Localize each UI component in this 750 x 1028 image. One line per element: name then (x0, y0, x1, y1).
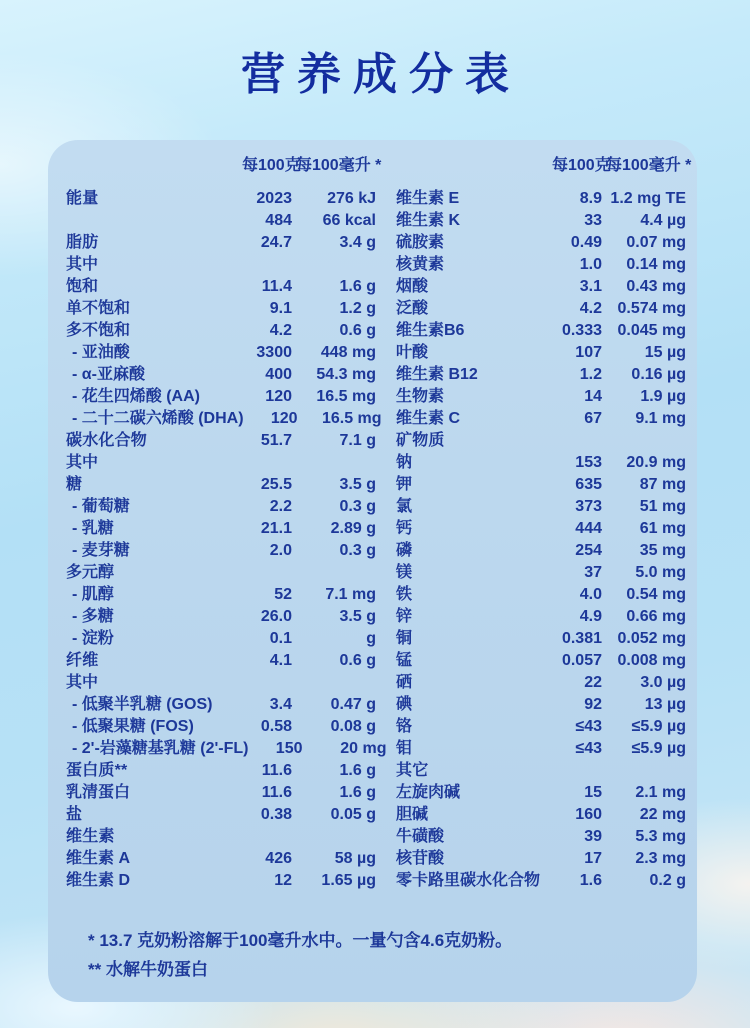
per-100ml-value: g (366, 630, 376, 647)
nutrient-label: 能量 (66, 190, 99, 207)
table-row (396, 232, 686, 254)
table-row (66, 386, 376, 408)
column-header-spacer (396, 154, 548, 178)
table-row (396, 782, 686, 804)
per-100g-value: 3.4 (269, 696, 292, 713)
table-row (396, 210, 686, 232)
table-row (66, 364, 376, 386)
nutrient-label: 钼 (396, 740, 413, 757)
nutrient-label: 维生素 D (66, 872, 131, 889)
per-100ml-value: 5.0 mg (635, 564, 686, 581)
per-100g-value: 4.2 (579, 300, 602, 317)
table-row (66, 408, 382, 430)
per-100ml-value: 54.3 mg (316, 366, 376, 383)
table-row (66, 738, 387, 760)
table-row (396, 738, 686, 760)
table-row (66, 848, 376, 870)
table-row (66, 584, 376, 606)
table-row (66, 342, 376, 364)
table-row (66, 430, 376, 452)
per-100g-value: 33 (584, 212, 602, 229)
table-row (396, 342, 686, 364)
nutrient-label: 矿物质 (396, 432, 445, 449)
table-row (396, 606, 686, 628)
per-100g-value: 39 (584, 828, 602, 845)
table-row (396, 584, 686, 606)
nutrient-label: 多不饱和 (66, 322, 131, 339)
table-row (396, 848, 686, 870)
per-100g-value: 4.0 (579, 586, 602, 603)
nutrient-label: 烟酸 (396, 278, 429, 295)
nutrient-label: 饱和 (66, 278, 99, 295)
nutrient-label: 铜 (396, 630, 413, 647)
title-bar (0, 0, 750, 140)
per-100g-value: 2023 (256, 190, 292, 207)
per-100g-value: 92 (584, 696, 602, 713)
nutrient-label: 磷 (396, 542, 413, 559)
per-100g-value: 17 (584, 850, 602, 867)
per-100g-value: 9.1 (269, 300, 292, 317)
per-100ml-value: 2.89 g (330, 520, 376, 537)
per-100g-value: 25.5 (260, 476, 292, 493)
table-row (396, 716, 686, 738)
column-header-spacer (66, 154, 238, 178)
nutrient-label: 核黄素 (396, 256, 445, 273)
per-100g-value: 3.1 (579, 278, 602, 295)
footnote-dilution: * 13.7 克奶粉溶解于100毫升水中。一量勺含4.6克奶粉。 (88, 931, 513, 950)
per-100g-value (242, 562, 292, 584)
per-100g-value (242, 254, 292, 276)
per-100ml-value: 0.574 mg (617, 300, 686, 317)
per-100ml-value: 0.045 mg (617, 322, 686, 339)
per-100g-value: 3300 (256, 344, 292, 361)
per-100g-value (242, 826, 292, 848)
nutrient-label: 乳清蛋白 (66, 784, 131, 801)
per-100g-value: 21.1 (260, 520, 292, 537)
table-row (66, 496, 376, 518)
nutrient-label: 蛋白质** (66, 762, 128, 779)
table-row (66, 452, 376, 474)
per-100ml-value: 0.3 g (339, 542, 376, 559)
table-row (396, 408, 686, 430)
per-100g-value: 2.2 (269, 498, 292, 515)
per-100ml-value: 5.3 mg (635, 828, 686, 845)
nutrient-label: 维生素B6 (396, 322, 465, 339)
per-100ml-value: 1.2 mg TE (610, 190, 686, 207)
nutrient-label: - 低聚半乳糖 (GOS) (72, 696, 213, 713)
nutrient-label (66, 210, 238, 232)
per-100ml-value (296, 254, 376, 276)
per-100ml-value: 0.6 g (339, 322, 376, 339)
table-row (66, 562, 376, 584)
column-header-per-100ml: 每100毫升 * (296, 157, 382, 174)
per-100ml-value: 0.05 g (330, 806, 376, 823)
per-100ml-value: 1.6 g (339, 278, 376, 295)
nutrient-label: 锌 (396, 608, 413, 625)
table-row (396, 188, 686, 210)
table-row (396, 672, 686, 694)
nutrition-rows-right (396, 188, 686, 892)
per-100ml-value: 22 mg (639, 806, 686, 823)
nutrient-label: 钠 (396, 454, 413, 471)
per-100ml-value: 0.08 g (330, 718, 376, 735)
table-row (396, 650, 686, 672)
table-row (66, 672, 376, 694)
table-row (396, 826, 686, 848)
per-100ml-value: 9.1 mg (635, 410, 686, 427)
nutrient-label: 胆碱 (396, 806, 429, 823)
per-100g-value: 14 (584, 388, 602, 405)
per-100g-value: 0.38 (260, 806, 292, 823)
nutrient-label: 叶酸 (396, 344, 429, 361)
nutrient-label: - 葡萄糖 (72, 498, 130, 515)
table-row (396, 474, 686, 496)
per-100ml-value: 0.16 µg (631, 366, 686, 383)
nutrient-label: 其中 (66, 256, 99, 273)
nutrition-table-left (66, 154, 387, 892)
per-100g-value: 11.4 (261, 278, 292, 295)
table-row (396, 496, 686, 518)
nutrient-label: 碘 (396, 696, 413, 713)
per-100g-value: 0.1 (269, 630, 292, 647)
table-row (66, 628, 376, 650)
table-row (66, 782, 376, 804)
table-row (396, 452, 686, 474)
per-100ml-value: 13 µg (644, 696, 686, 713)
nutrient-label: 糖 (66, 476, 83, 493)
nutrient-label: 维生素 K (396, 212, 461, 229)
table-row (396, 298, 686, 320)
per-100g-value: 153 (575, 454, 602, 471)
per-100ml-value (296, 452, 376, 474)
nutrient-label: 单不饱和 (66, 300, 131, 317)
per-100ml-value: 7.1 g (339, 432, 376, 449)
per-100g-value: 8.9 (579, 190, 602, 207)
per-100g-value: 635 (575, 476, 602, 493)
table-row (66, 320, 376, 342)
per-100ml-value: 1.65 µg (321, 872, 376, 889)
per-100g-value: 4.1 (269, 652, 292, 669)
nutrient-label: - α-亚麻酸 (72, 366, 145, 383)
nutrient-label: 泛酸 (396, 300, 429, 317)
per-100ml-value: 3.5 g (339, 476, 376, 493)
per-100g-value: 4.2 (269, 322, 292, 339)
nutrient-label: 维生素 E (396, 190, 460, 207)
per-100g-value (552, 760, 602, 782)
per-100g-value (552, 430, 602, 452)
per-100ml-value: 3.4 g (339, 234, 376, 251)
table-row (66, 518, 376, 540)
table-row (66, 650, 376, 672)
table-row (396, 254, 686, 276)
nutrition-panel (48, 140, 697, 1002)
nutrient-label: 钙 (396, 520, 413, 537)
table-row (396, 276, 686, 298)
per-100g-value (242, 452, 292, 474)
per-100g-value: 12 (274, 872, 292, 889)
nutrient-label: - 肌醇 (72, 586, 114, 603)
per-100ml-value (606, 430, 686, 452)
per-100ml-value: 51 mg (639, 498, 686, 515)
per-100ml-value: 1.2 g (339, 300, 376, 317)
nutrient-label: 其中 (66, 454, 99, 471)
per-100g-value: 52 (274, 586, 292, 603)
per-100ml-value: 2.1 mg (635, 784, 686, 801)
per-100ml-value: 0.43 mg (626, 278, 686, 295)
per-100ml-value: 0.2 g (649, 872, 686, 889)
nutrition-table-right (396, 154, 692, 892)
nutrient-label: 氯 (396, 498, 413, 515)
per-100ml-value: 2.3 mg (635, 850, 686, 867)
nutrient-label: 其它 (396, 762, 429, 779)
nutrient-label: 维生素 B12 (396, 366, 478, 383)
nutrient-label: 铬 (396, 718, 413, 735)
per-100ml-value (606, 760, 686, 782)
table-row (66, 826, 376, 848)
table-row (66, 188, 376, 210)
table-row (66, 606, 376, 628)
nutrient-label: 镁 (396, 564, 413, 581)
per-100ml-value (296, 826, 376, 848)
nutrition-rows-left (66, 188, 387, 892)
table-row (66, 210, 376, 232)
per-100g-value: 120 (265, 388, 292, 405)
per-100g-value (242, 672, 292, 694)
per-100ml-value: 276 kJ (327, 190, 376, 207)
nutrient-label: 牛磺酸 (396, 828, 445, 845)
table-row (66, 298, 376, 320)
nutrient-label: 生物素 (396, 388, 445, 405)
per-100ml-value: 16.5 mg (321, 410, 382, 427)
table-row (396, 430, 686, 452)
column-header-per-100g: 每100克 (242, 157, 301, 174)
per-100ml-value: 448 mg (320, 344, 376, 361)
per-100ml-value: 4.4 µg (640, 212, 686, 229)
per-100ml-value: 3.5 g (339, 608, 376, 625)
per-100ml-value: 1.6 g (339, 762, 376, 779)
per-100ml-value: 1.6 g (339, 784, 376, 801)
per-100ml-value: ≤5.9 µg (631, 740, 686, 757)
per-100ml-value: 0.07 mg (626, 234, 686, 251)
per-100g-value: 1.2 (579, 366, 602, 383)
nutrient-label: 脂肪 (66, 234, 99, 251)
table-row (66, 694, 376, 716)
table-row (396, 870, 686, 892)
per-100ml-value: 0.54 mg (626, 586, 686, 603)
nutrient-label: - 麦芽糖 (72, 542, 130, 559)
per-100g-value: 11.6 (261, 762, 292, 779)
table-row (396, 386, 686, 408)
per-100ml-value: 61 mg (639, 520, 686, 537)
per-100ml-value: 35 mg (639, 542, 686, 559)
nutrient-label: 硒 (396, 674, 413, 691)
nutrient-label: - 2'-岩藻糖基乳糖 (2'-FL) (72, 740, 249, 757)
per-100g-value: 37 (584, 564, 602, 581)
per-100ml-value: 87 mg (639, 476, 686, 493)
per-100g-value: 120 (270, 410, 298, 427)
nutrient-label: 碳水化合物 (66, 432, 148, 449)
table-row (396, 694, 686, 716)
per-100g-value: 11.6 (261, 784, 292, 801)
table-row (66, 870, 376, 892)
per-100ml-value: 0.47 g (330, 696, 376, 713)
table-row (66, 804, 376, 826)
nutrient-label: 其中 (66, 674, 99, 691)
table-row (396, 364, 686, 386)
per-100g-value: 1.0 (579, 256, 602, 273)
page-title: 营养成分表 (241, 50, 521, 99)
per-100g-value: 1.6 (579, 872, 602, 889)
table-row (66, 276, 376, 298)
per-100g-value: 0.58 (260, 718, 292, 735)
per-100g-value: 107 (575, 344, 602, 361)
per-100ml-value: 7.1 mg (325, 586, 376, 603)
nutrient-label: - 亚油酸 (72, 344, 130, 361)
per-100g-value: 254 (575, 542, 602, 559)
per-100ml-value: 20.9 mg (626, 454, 686, 471)
column-header-per-100ml: 每100毫升 * (606, 157, 692, 174)
nutrient-label: 核苷酸 (396, 850, 445, 867)
nutrient-label: 钾 (396, 476, 413, 493)
per-100g-value: 400 (265, 366, 292, 383)
per-100ml-value (296, 562, 376, 584)
nutrient-label: 维生素 C (396, 410, 461, 427)
per-100g-value: 15 (584, 784, 602, 801)
nutrient-label: 锰 (396, 652, 413, 669)
nutrient-label: - 二十二碳六烯酸 (DHA) (72, 410, 244, 427)
table-row (66, 716, 376, 738)
table-row (396, 320, 686, 342)
per-100g-value: 373 (575, 498, 602, 515)
table-row (66, 232, 376, 254)
per-100ml-value: 66 kcal (322, 212, 376, 229)
column-header-row (66, 154, 382, 178)
per-100g-value: 426 (265, 850, 292, 867)
per-100ml-value: 0.008 mg (617, 652, 686, 669)
per-100ml-value: 0.6 g (339, 652, 376, 669)
column-header-per-100g: 每100克 (552, 157, 611, 174)
per-100g-value: 26.0 (260, 608, 292, 625)
table-row (396, 760, 686, 782)
nutrient-label: - 淀粉 (72, 630, 114, 647)
per-100ml-value: 20 mg (340, 740, 387, 757)
nutrient-label: 硫胺素 (396, 234, 445, 251)
table-row (396, 628, 686, 650)
per-100ml-value: 1.9 µg (640, 388, 686, 405)
per-100ml-value: 0.052 mg (617, 630, 686, 647)
nutrient-label: - 花生四烯酸 (AA) (72, 388, 200, 405)
per-100ml-value: 58 µg (334, 850, 376, 867)
per-100g-value: 0.49 (570, 234, 602, 251)
per-100ml-value: 15 µg (644, 344, 686, 361)
per-100g-value: 24.7 (260, 234, 292, 251)
table-row (396, 562, 686, 584)
nutrient-label: 零卡路里碳水化合物 (396, 872, 541, 889)
nutrient-label: 维生素 A (66, 850, 131, 867)
nutrient-label: 左旋肉碱 (396, 784, 461, 801)
nutrient-label: - 低聚果糖 (FOS) (72, 718, 194, 735)
per-100g-value: ≤43 (575, 740, 602, 757)
per-100ml-value: 3.0 µg (640, 674, 686, 691)
column-header-row (396, 154, 692, 178)
nutrient-label: 纤维 (66, 652, 99, 669)
footnotes (66, 926, 686, 984)
table-row (66, 540, 376, 562)
table-row (396, 540, 686, 562)
per-100g-value: 67 (584, 410, 602, 427)
nutrient-label: 盐 (66, 806, 83, 823)
per-100g-value: 22 (584, 674, 602, 691)
per-100ml-value: 0.3 g (339, 498, 376, 515)
per-100ml-value: 16.5 mg (316, 388, 376, 405)
per-100g-value: 150 (275, 740, 303, 757)
per-100ml-value: 0.14 mg (626, 256, 686, 273)
footnote-protein: ** 水解牛奶蛋白 (88, 960, 208, 979)
nutrient-label: - 多糖 (72, 608, 114, 625)
nutrient-label: 铁 (396, 586, 413, 603)
per-100g-value: 160 (575, 806, 602, 823)
table-row (396, 518, 686, 540)
per-100ml-value: ≤5.9 µg (631, 718, 686, 735)
per-100ml-value: 0.66 mg (626, 608, 686, 625)
per-100g-value: 2.0 (269, 542, 292, 559)
per-100g-value: 484 (265, 212, 292, 229)
table-row (66, 474, 376, 496)
per-100g-value: 4.9 (579, 608, 602, 625)
nutrient-label: 多元醇 (66, 564, 115, 581)
per-100g-value: ≤43 (575, 718, 602, 735)
table-row (396, 804, 686, 826)
per-100ml-value (296, 672, 376, 694)
per-100g-value: 0.057 (561, 652, 602, 669)
table-row (66, 760, 376, 782)
table-row (66, 254, 376, 276)
per-100g-value: 0.333 (561, 322, 602, 339)
nutrient-label: - 乳糖 (72, 520, 114, 537)
per-100g-value: 444 (575, 520, 602, 537)
per-100g-value: 51.7 (260, 432, 292, 449)
nutrient-label: 维生素 (66, 828, 115, 845)
per-100g-value: 0.381 (561, 630, 602, 647)
nutrition-columns (66, 154, 692, 892)
